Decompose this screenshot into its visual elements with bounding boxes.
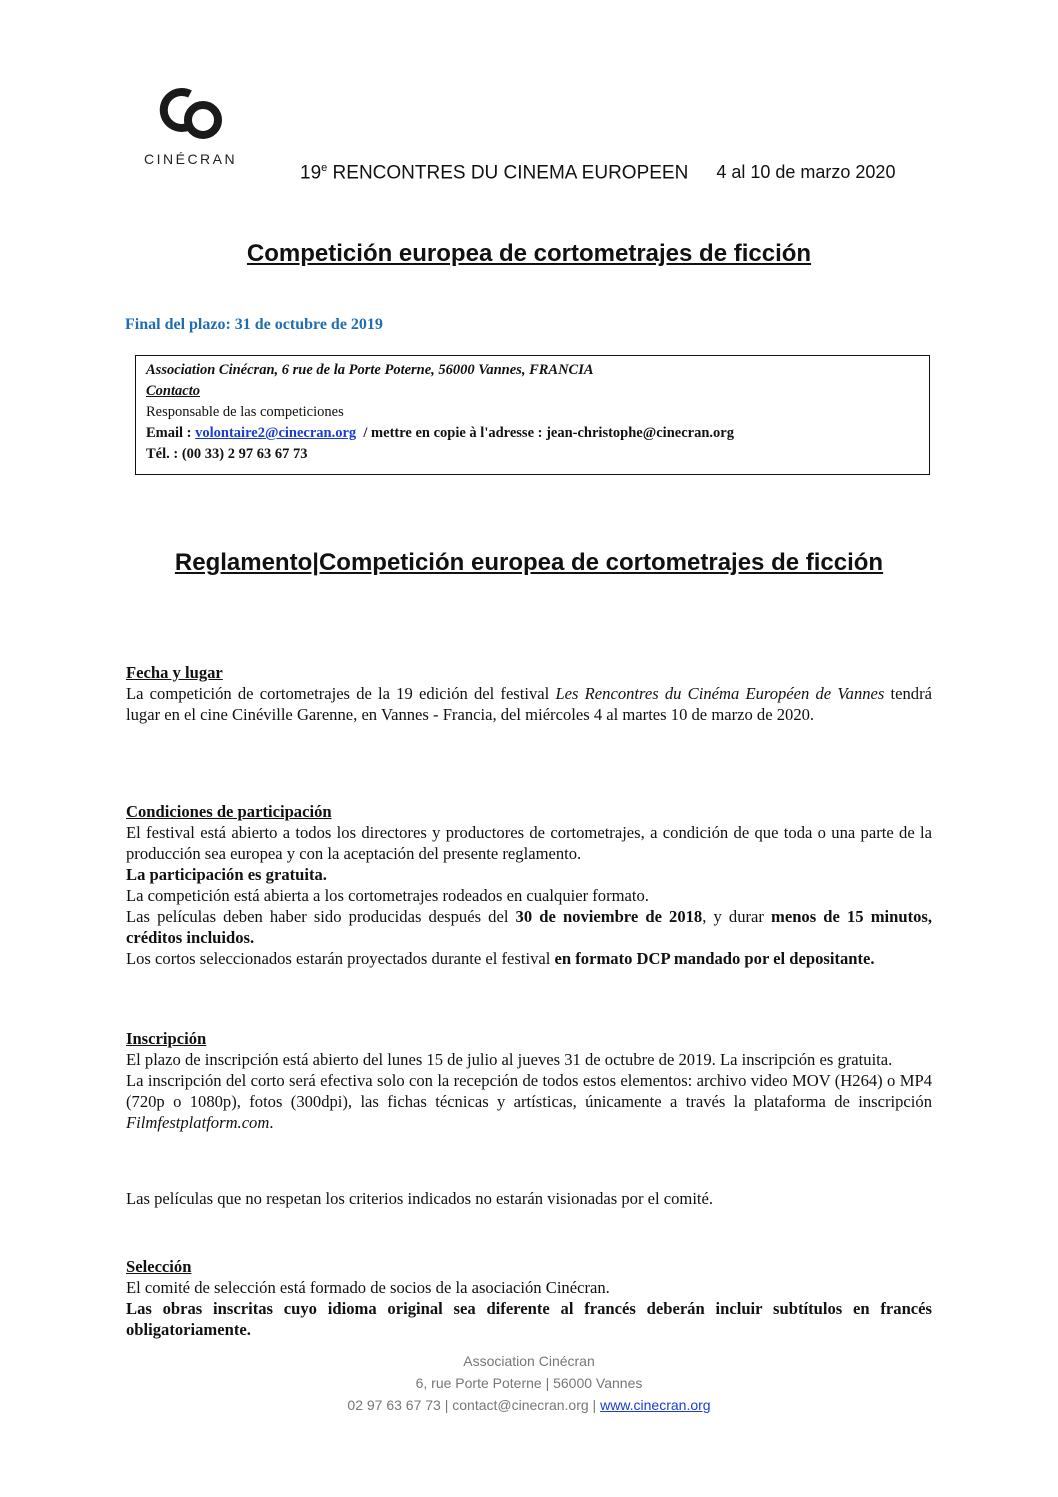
festival-name: Les Rencontres du Cinéma Européen de Vannes: [555, 684, 885, 703]
email-copy-text: / mettre en copie à l'adresse : jean-christophe@cinecran.org: [363, 425, 734, 441]
contact-responsible: Responsable de las competiciones: [146, 404, 344, 420]
section-paragraph: La competición está abierta a los cortometrajes rodeados en cualquier formato.: [126, 886, 649, 905]
paragraph-text: La competición de cortometrajes de la 19 edición del festival: [126, 684, 556, 703]
deadline-notice: Final del plazo: 31 de octubre de 2019: [125, 316, 383, 333]
section-paragraph: [126, 948, 932, 969]
event-name: RENCONTRES DU CINEMA EUROPEEN: [332, 162, 689, 184]
paragraph-bold: en formato DCP mandado por el depositante.: [554, 949, 875, 968]
contact-address: Association Cinécran, 6 rue de la Porte Poterne, 56000 Vannes, FRANCIA: [146, 362, 594, 378]
event-header: [300, 162, 895, 184]
section-paragraph: La participación es gratuita.: [126, 865, 327, 884]
section-heading: Condiciones de participación: [126, 802, 332, 821]
section-paragraph: [126, 906, 932, 948]
cinecran-logo-icon: [158, 80, 230, 152]
section-paragraph: [126, 683, 932, 725]
section-heading: Selección: [126, 1257, 192, 1276]
contact-phone: Tél. : (00 33) 2 97 63 67 73: [146, 446, 308, 462]
footer-org: Association Cinécran: [463, 1353, 595, 1369]
section-seleccion: [126, 1256, 932, 1340]
event-dates: 4 al 10 de marzo 2020: [716, 162, 896, 183]
section-fecha-lugar: [126, 662, 932, 725]
paragraph-text: tendrá lugar en el cine Cinéville Garenne, en Vannes - Francia, del miércoles 4 al martes 10 de marzo de 2020.: [126, 684, 932, 724]
platform-name: Filmfestplatform.com: [126, 1113, 270, 1132]
email-link[interactable]: volontaire2@cinecran.org: [195, 425, 357, 441]
section-paragraph: Las obras inscritas cuyo idioma original sea diferente al francés deberán incluir subtítulos en francés obligatoriamente.: [126, 1299, 932, 1339]
footer-website-link[interactable]: www.cinecran.org: [600, 1397, 711, 1413]
paragraph-text: Las películas deben haber sido producidas después del: [126, 907, 516, 926]
section-condiciones: [126, 801, 932, 969]
edition-number: 19: [300, 162, 322, 184]
section-heading: Fecha y lugar: [126, 663, 223, 682]
section-paragraph: Las películas que no respetan los criterios indicados no estarán visionadas por el comité.: [126, 1189, 714, 1208]
footer-address: 6, rue Porte Poterne | 56000 Vannes: [415, 1375, 643, 1391]
contact-email-line: [146, 423, 919, 444]
paragraph-text: .: [269, 1113, 274, 1132]
paragraph-text: La inscripción del corto será efectiva solo con la recepción de todos estos elementos: archivo video MOV (H264) o MP4 (720p o 1080p), fotos (300dpi), las fichas técnicas y artísticas, únicamente a través la plataforma de inscripción: [126, 1071, 932, 1111]
contact-box: [135, 355, 930, 475]
paragraph-bold: 30 de noviembre de 2018: [515, 907, 703, 926]
email-label: Email :: [146, 425, 196, 441]
footer-phone-email: 02 97 63 67 73 | contact@cinecran.org |: [347, 1397, 601, 1413]
page-title: Competición europea de cortometrajes de ficción: [246, 240, 812, 267]
paragraph-text: , y durar: [702, 907, 772, 926]
section-heading: Inscripción: [126, 1029, 207, 1048]
page-footer: [0, 1350, 1058, 1416]
edition-superscript: e: [321, 162, 328, 174]
paragraph-text: Los cortos seleccionados estarán proyectados durante el festival: [126, 949, 555, 968]
contact-label: Contacto: [146, 383, 200, 399]
section-inscripcion-note: [126, 1188, 932, 1209]
rules-title: Reglamento|Competición europea de cortometrajes de ficción: [174, 549, 884, 576]
section-paragraph: [126, 1070, 932, 1133]
section-paragraph: El festival está abierto a todos los directores y productores de cortometrajes, a condición de que toda o una parte de la producción sea europea y con la aceptación del presente reglamento.: [126, 823, 932, 863]
section-inscripcion: [126, 1028, 932, 1133]
section-paragraph: El plazo de inscripción está abierto del lunes 15 de julio al jueves 31 de octubre de 2019. La inscripción es gratuita.: [126, 1050, 893, 1069]
footer-contact: [0, 1394, 1058, 1416]
paragraph-bold: menos de 15 minutos, créditos incluidos.: [126, 907, 933, 947]
logo-text: CINÉCRAN: [144, 151, 238, 167]
section-paragraph: El comité de selección está formado de socios de la asociación Cinécran.: [126, 1278, 610, 1297]
